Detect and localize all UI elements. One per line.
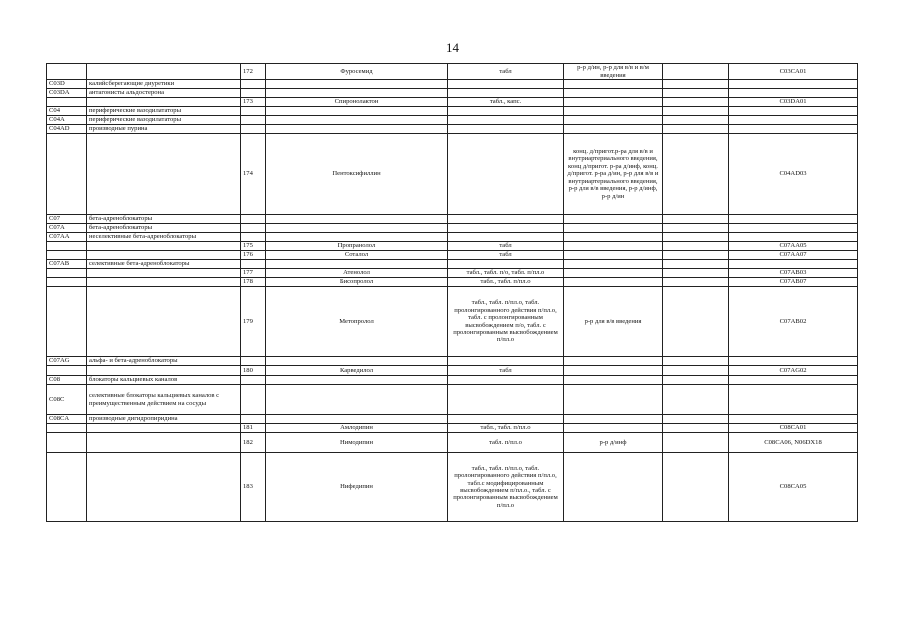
extra-cell	[663, 242, 729, 251]
extra-cell	[663, 251, 729, 260]
injection-form	[564, 125, 663, 134]
injection-form	[564, 424, 663, 433]
atc-code	[729, 125, 858, 134]
table-row	[47, 366, 858, 376]
atc-code: C07AB07	[729, 278, 858, 287]
row-number	[241, 357, 266, 366]
drug-name	[266, 385, 448, 415]
extra-cell	[663, 260, 729, 269]
dosage-form: табл. п/пл.о	[448, 433, 564, 453]
atc-group-code	[47, 453, 87, 522]
dosage-form	[448, 224, 564, 233]
atc-code	[729, 233, 858, 242]
atc-code: C07AA07	[729, 251, 858, 260]
table-row	[47, 415, 858, 424]
table-row	[47, 116, 858, 125]
row-number	[241, 233, 266, 242]
table-row	[47, 224, 858, 233]
group-name: периферические вазодилататоры	[87, 107, 241, 116]
dosage-form	[448, 385, 564, 415]
row-number	[241, 260, 266, 269]
row-number: 175	[241, 242, 266, 251]
drug-name: Нимодипин	[266, 433, 448, 453]
extra-cell	[663, 116, 729, 125]
extra-cell	[663, 278, 729, 287]
drug-name	[266, 89, 448, 98]
dosage-form	[448, 233, 564, 242]
extra-cell	[663, 224, 729, 233]
group-name	[87, 433, 241, 453]
injection-form	[564, 260, 663, 269]
extra-cell	[663, 80, 729, 89]
table-body	[47, 64, 858, 522]
drug-name	[266, 215, 448, 224]
extra-cell	[663, 287, 729, 357]
table-row	[47, 287, 858, 357]
table-row	[47, 64, 858, 80]
atc-group-code	[47, 251, 87, 260]
injection-form: конц. д/пригот.р-ра для в/в и внутриартериального введения, конц д/пригот. р-ра д/инф, конц. д/пригот. р-ра д/ин, р-р для в/в и внутриартериального введения, р-р для в/в введения, р-р д/инф, р-р д/ин	[564, 134, 663, 215]
dosage-form: табл., табл. п/пл.о	[448, 424, 564, 433]
extra-cell	[663, 376, 729, 385]
row-number: 181	[241, 424, 266, 433]
group-name	[87, 242, 241, 251]
group-name: калийсберегающие диуретики	[87, 80, 241, 89]
extra-cell	[663, 385, 729, 415]
group-name	[87, 251, 241, 260]
row-number: 176	[241, 251, 266, 260]
extra-cell	[663, 233, 729, 242]
injection-form: р-р д/инф	[564, 433, 663, 453]
drug-name: Спиронолактон	[266, 98, 448, 107]
injection-form	[564, 116, 663, 125]
atc-code	[729, 89, 858, 98]
drug-name: Пропранолол	[266, 242, 448, 251]
extra-cell	[663, 215, 729, 224]
group-name: бета-адреноблокаторы	[87, 215, 241, 224]
table-row	[47, 269, 858, 278]
group-name: периферические вазодилататоры	[87, 116, 241, 125]
table-row	[47, 107, 858, 116]
injection-form	[564, 453, 663, 522]
row-number: 183	[241, 453, 266, 522]
atc-code	[729, 415, 858, 424]
atc-group-code	[47, 242, 87, 251]
extra-cell	[663, 433, 729, 453]
atc-group-code	[47, 424, 87, 433]
dosage-form	[448, 125, 564, 134]
group-name: производные пурина	[87, 125, 241, 134]
atc-code	[729, 357, 858, 366]
row-number	[241, 376, 266, 385]
drug-name	[266, 260, 448, 269]
extra-cell	[663, 125, 729, 134]
drug-name	[266, 125, 448, 134]
drug-name: Нифедипин	[266, 453, 448, 522]
row-number	[241, 125, 266, 134]
atc-group-code: C08CA	[47, 415, 87, 424]
injection-form	[564, 415, 663, 424]
drug-name	[266, 224, 448, 233]
drug-name: Фуросемид	[266, 64, 448, 80]
extra-cell	[663, 269, 729, 278]
extra-cell	[663, 89, 729, 98]
extra-cell	[663, 415, 729, 424]
dosage-form: табл	[448, 242, 564, 251]
group-name: неселективные бета-адреноблокаторы	[87, 233, 241, 242]
group-name	[87, 424, 241, 433]
dosage-form	[448, 89, 564, 98]
injection-form	[564, 107, 663, 116]
atc-code	[729, 215, 858, 224]
page-number: 14	[446, 40, 459, 55]
atc-group-code: C03D	[47, 80, 87, 89]
injection-form	[564, 385, 663, 415]
injection-form	[564, 376, 663, 385]
dosage-form: табл	[448, 366, 564, 376]
drug-name: Соталол	[266, 251, 448, 260]
row-number	[241, 89, 266, 98]
drug-name: Атенолол	[266, 269, 448, 278]
table-row	[47, 453, 858, 522]
extra-cell	[663, 424, 729, 433]
row-number: 182	[241, 433, 266, 453]
atc-group-code	[47, 269, 87, 278]
atc-code	[729, 80, 858, 89]
atc-code: C03CA01	[729, 64, 858, 80]
injection-form	[564, 366, 663, 376]
dosage-form: табл	[448, 251, 564, 260]
row-number	[241, 224, 266, 233]
dosage-form: табл., табл. п/пл.о	[448, 278, 564, 287]
atc-group-code: C08C	[47, 385, 87, 415]
group-name: производные дигидропиридина	[87, 415, 241, 424]
drug-name: Амлодипин	[266, 424, 448, 433]
injection-form	[564, 269, 663, 278]
row-number: 178	[241, 278, 266, 287]
atc-code: C08CA06, N06DX18	[729, 433, 858, 453]
drug-name	[266, 376, 448, 385]
atc-group-code: C04	[47, 107, 87, 116]
group-name	[87, 366, 241, 376]
row-number: 172	[241, 64, 266, 80]
extra-cell	[663, 453, 729, 522]
row-number: 177	[241, 269, 266, 278]
atc-code	[729, 116, 858, 125]
group-name	[87, 134, 241, 215]
dosage-form	[448, 116, 564, 125]
drug-name	[266, 80, 448, 89]
table-row	[47, 433, 858, 453]
injection-form	[564, 251, 663, 260]
dosage-form	[448, 357, 564, 366]
dosage-form	[448, 80, 564, 89]
drug-list-table	[46, 63, 858, 522]
row-number: 173	[241, 98, 266, 107]
table-row	[47, 80, 858, 89]
dosage-form	[448, 215, 564, 224]
atc-group-code	[47, 287, 87, 357]
group-name: селективные бета-адреноблокаторы	[87, 260, 241, 269]
atc-group-code: C03DA	[47, 89, 87, 98]
table-row	[47, 278, 858, 287]
injection-form	[564, 98, 663, 107]
atc-code: C04AD03	[729, 134, 858, 215]
atc-group-code	[47, 98, 87, 107]
row-number	[241, 415, 266, 424]
table-row	[47, 89, 858, 98]
drug-name	[266, 357, 448, 366]
group-name	[87, 453, 241, 522]
extra-cell	[663, 98, 729, 107]
table-row	[47, 385, 858, 415]
table-row	[47, 376, 858, 385]
injection-form	[564, 242, 663, 251]
atc-group-code: C07AG	[47, 357, 87, 366]
atc-code: C07AB03	[729, 269, 858, 278]
table-row	[47, 98, 858, 107]
injection-form	[564, 278, 663, 287]
drug-name	[266, 233, 448, 242]
row-number: 180	[241, 366, 266, 376]
group-name: блокаторы кальциевых каналов	[87, 376, 241, 385]
injection-form	[564, 233, 663, 242]
group-name: селективные блокаторы кальциевых каналов с преимущественным действием на сосуды	[87, 385, 241, 415]
atc-code	[729, 385, 858, 415]
atc-code: C07AB02	[729, 287, 858, 357]
group-name	[87, 64, 241, 80]
group-name	[87, 278, 241, 287]
injection-form	[564, 224, 663, 233]
dosage-form: табл., табл. п/о, табл. п/пл.о	[448, 269, 564, 278]
injection-form	[564, 357, 663, 366]
dosage-form	[448, 415, 564, 424]
injection-form: р-р для в/в введения	[564, 287, 663, 357]
drug-name: Метопролол	[266, 287, 448, 357]
group-name: альфа- и бета-адреноблокаторы	[87, 357, 241, 366]
atc-code: C08CA05	[729, 453, 858, 522]
row-number	[241, 80, 266, 89]
row-number	[241, 385, 266, 415]
row-number	[241, 215, 266, 224]
group-name	[87, 98, 241, 107]
row-number: 174	[241, 134, 266, 215]
atc-code: C03DA01	[729, 98, 858, 107]
injection-form	[564, 80, 663, 89]
injection-form	[564, 89, 663, 98]
atc-group-code	[47, 366, 87, 376]
extra-cell	[663, 107, 729, 116]
atc-code	[729, 224, 858, 233]
extra-cell	[663, 366, 729, 376]
atc-group-code	[47, 278, 87, 287]
drug-name	[266, 107, 448, 116]
atc-code	[729, 107, 858, 116]
table-row	[47, 215, 858, 224]
table-row	[47, 424, 858, 433]
drug-name: Бисопролол	[266, 278, 448, 287]
atc-group-code	[47, 433, 87, 453]
atc-code	[729, 376, 858, 385]
atc-code: C07AA05	[729, 242, 858, 251]
atc-group-code: C04A	[47, 116, 87, 125]
atc-group-code: C07A	[47, 224, 87, 233]
atc-group-code	[47, 64, 87, 80]
table-row	[47, 260, 858, 269]
row-number: 179	[241, 287, 266, 357]
table-row	[47, 242, 858, 251]
dosage-form: табл., капс.	[448, 98, 564, 107]
atc-group-code: C07	[47, 215, 87, 224]
dosage-form: табл	[448, 64, 564, 80]
row-number	[241, 116, 266, 125]
dosage-form	[448, 260, 564, 269]
extra-cell	[663, 64, 729, 80]
drug-name: Пентоксифиллин	[266, 134, 448, 215]
table-row	[47, 125, 858, 134]
table-row	[47, 357, 858, 366]
atc-group-code: C08	[47, 376, 87, 385]
group-name	[87, 269, 241, 278]
drug-name: Карведилол	[266, 366, 448, 376]
group-name: бета-адреноблокаторы	[87, 224, 241, 233]
dosage-form	[448, 107, 564, 116]
atc-group-code	[47, 134, 87, 215]
atc-group-code: C04AD	[47, 125, 87, 134]
dosage-form: табл., табл. п/пл.о, табл. пролонгированного действия п/пл.о, табл.с модифицированным высвобождением п/пл.о., табл. с пролонгированным высвобождением п/пл.о	[448, 453, 564, 522]
atc-code: C08CA01	[729, 424, 858, 433]
injection-form: р-р д/ин, р-р для в/в и в/м введения	[564, 64, 663, 80]
extra-cell	[663, 134, 729, 215]
group-name	[87, 287, 241, 357]
group-name: антагонисты альдостерона	[87, 89, 241, 98]
drug-name	[266, 116, 448, 125]
atc-group-code: C07AB	[47, 260, 87, 269]
table-row	[47, 233, 858, 242]
injection-form	[564, 215, 663, 224]
dosage-form: табл., табл. п/пл.о, табл. пролонгированного действия п/пл.о, табл. с пролонгированным высвобождением п/о, табл. с пролонгированным высвобождением п/пл.о	[448, 287, 564, 357]
dosage-form	[448, 134, 564, 215]
extra-cell	[663, 357, 729, 366]
dosage-form	[448, 376, 564, 385]
drug-name	[266, 415, 448, 424]
atc-code	[729, 260, 858, 269]
table-row	[47, 251, 858, 260]
table-row	[47, 134, 858, 215]
row-number	[241, 107, 266, 116]
atc-group-code: C07AA	[47, 233, 87, 242]
atc-code: C07AG02	[729, 366, 858, 376]
